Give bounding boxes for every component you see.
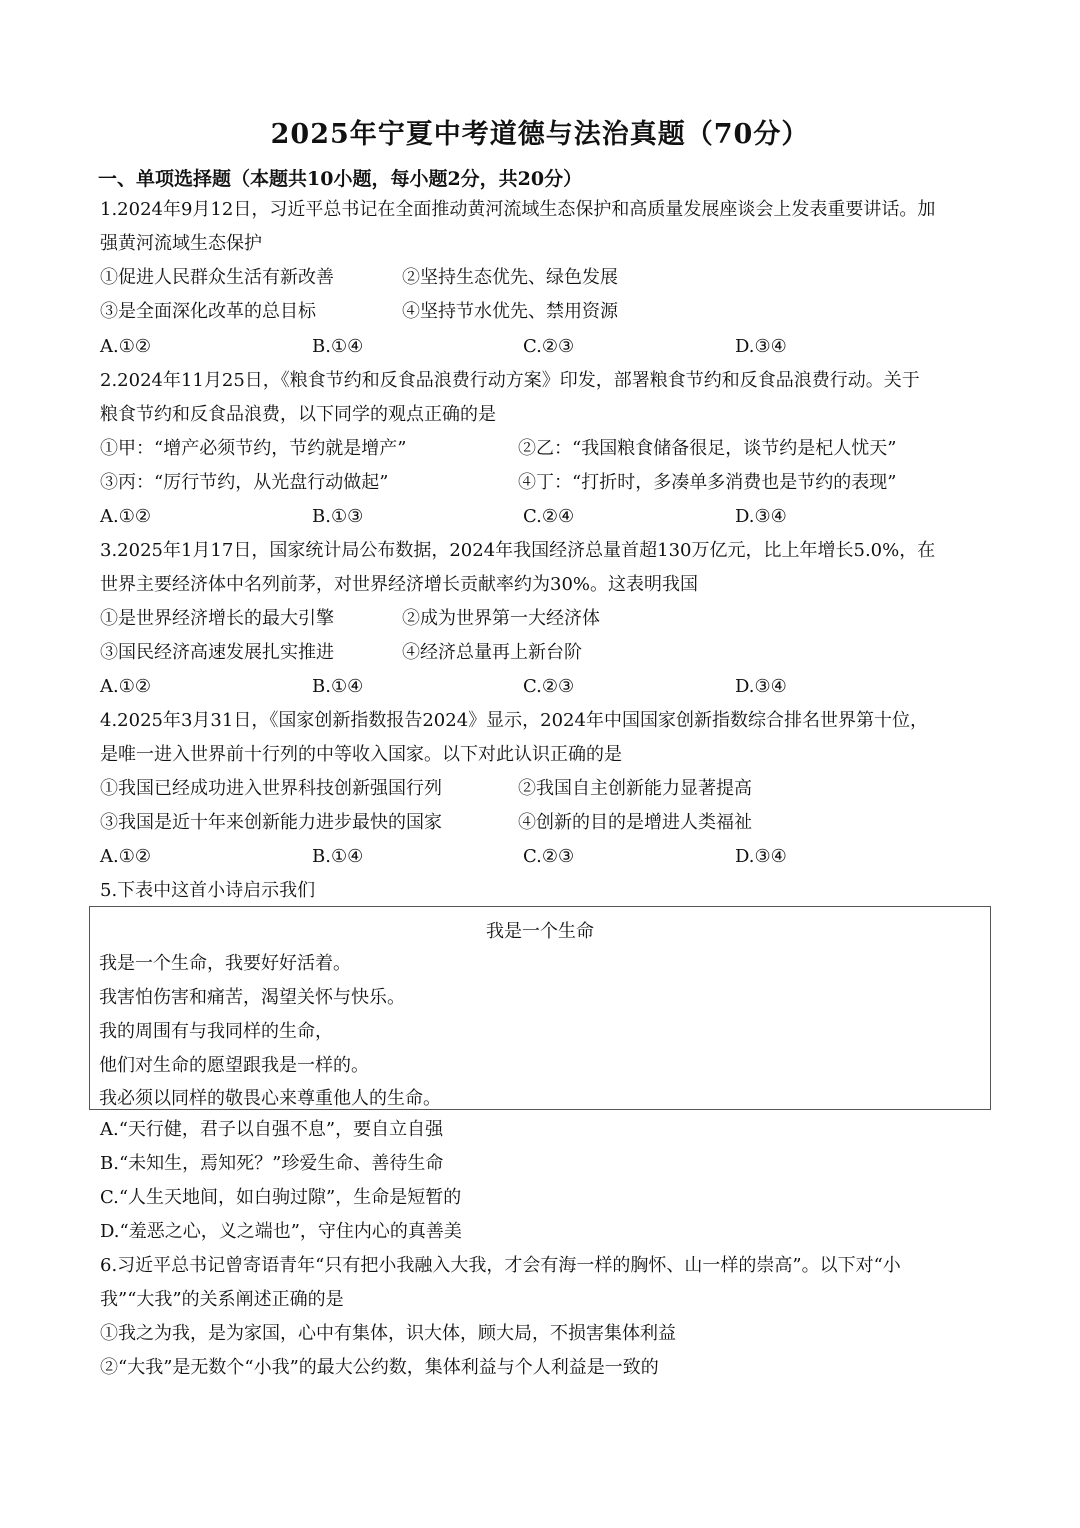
q1-item-3: ③是全面深化改革的总目标: [100, 301, 316, 322]
poem-line: 我的周围有与我同样的生命，: [99, 1021, 333, 1042]
poem-line: 我必须以同样的敬畏心来尊重他人的生命。: [99, 1088, 441, 1109]
q5-choice-b: B.“未知生，焉知死？”珍爱生命、善待生命: [100, 1153, 444, 1174]
q5-choice-c: C.“人生天地间，如白驹过隙”，生命是短暂的: [100, 1187, 462, 1208]
q4-item-1: ①我国已经成功进入世界科技创新强国行列: [100, 778, 442, 799]
q6-item-1: ①我之为我，是为家国，心中有集体，识大体，顾大局，不损害集体利益: [100, 1323, 676, 1344]
poem-line: 他们对生命的愿望跟我是一样的。: [99, 1055, 369, 1076]
q2-item-1: ①甲：“增产必须节约，节约就是增产”: [100, 438, 407, 459]
q4-item-3: ③我国是近十年来创新能力进步最快的国家: [100, 812, 442, 833]
q2-choice-b: B.①③: [312, 506, 364, 527]
q2-stem-line2: 粮食节约和反食品浪费，以下同学的观点正确的是: [100, 404, 496, 425]
q3-choice-a: A.①②: [100, 676, 151, 697]
q4-choice-a: A.①②: [100, 846, 151, 867]
q5-stem: 5.下表中这首小诗启示我们: [100, 880, 316, 901]
q1-stem-line1: 1.2024年9月12日，习近平总书记在全面推动黄河流域生态保护和高质量发展座谈会上发表重要讲话。加: [100, 199, 936, 220]
q4-stem-line2: 是唯一进入世界前十行列的中等收入国家。以下对此认识正确的是: [100, 744, 622, 765]
q2-choice-c: C.②④: [523, 506, 575, 527]
q3-stem-line1: 3.2025年1月17日，国家统计局公布数据，2024年我国经济总量首超130万亿元，比上年增长5.0%，在: [100, 540, 936, 561]
q2-item-3: ③丙：“厉行节约，从光盘行动做起”: [100, 472, 389, 493]
q3-choice-d: D.③④: [735, 676, 787, 697]
poem-line: 我是一个生命，我要好好活着。: [99, 953, 351, 974]
q6-stem-line1: 6.习近平总书记曾寄语青年“只有把小我融入大我，才会有海一样的胸怀、山一样的崇高”。以下对“小: [100, 1255, 901, 1276]
q1-item-1: ①促进人民群众生活有新改善: [100, 267, 334, 288]
q4-item-2: ②我国自主创新能力显著提高: [518, 778, 752, 799]
q2-stem-line1: 2.2024年11月25日，《粮食节约和反食品浪费行动方案》印发，部署粮食节约和反食品浪费行动。关于: [100, 370, 920, 391]
q1-choice-a: A.①②: [100, 336, 151, 357]
q4-choice-d: D.③④: [735, 846, 787, 867]
q5-choice-d: D.“羞恶之心，义之端也”，守住内心的真善美: [100, 1221, 462, 1242]
section-heading: 一、单项选择题（本题共10小题，每小题2分，共20分）: [98, 168, 583, 190]
q3-item-3: ③国民经济高速发展扎实推进: [100, 642, 334, 663]
q1-choice-b: B.①④: [312, 336, 364, 357]
poem-line: 我害怕伤害和痛苦，渴望关怀与快乐。: [99, 987, 405, 1008]
q4-choice-b: B.①④: [312, 846, 364, 867]
q5-choice-a: A.“天行健，君子以自强不息”，要自立自强: [100, 1119, 444, 1140]
poem-box: [89, 906, 991, 1110]
q4-stem-line1: 4.2025年3月31日，《国家创新指数报告2024》显示，2024年中国国家创新指数综合排名世界第十位，: [100, 710, 928, 731]
q4-item-4: ④创新的目的是增进人类福祉: [518, 812, 752, 833]
q2-choice-d: D.③④: [735, 506, 787, 527]
q3-item-1: ①是世界经济增长的最大引擎: [100, 608, 334, 629]
poem-title: 我是一个生命: [486, 921, 594, 942]
q3-item-4: ④经济总量再上新台阶: [402, 642, 582, 663]
q1-stem-line2: 强黄河流域生态保护: [100, 233, 262, 254]
q1-item-4: ④坚持节水优先、禁用资源: [402, 301, 618, 322]
q1-item-2: ②坚持生态优先、绿色发展: [402, 267, 618, 288]
q3-item-2: ②成为世界第一大经济体: [402, 608, 600, 629]
q1-choice-d: D.③④: [735, 336, 787, 357]
q1-choice-c: C.②③: [523, 336, 575, 357]
q6-stem-line2: 我”“大我”的关系阐述正确的是: [100, 1289, 344, 1310]
q3-choice-b: B.①④: [312, 676, 364, 697]
page-title: 2025年宁夏中考道德与法治真题（70分）: [270, 119, 810, 150]
q2-choice-a: A.①②: [100, 506, 151, 527]
q2-item-4: ④丁：“打折时，多凑单多消费也是节约的表现”: [518, 472, 897, 493]
q2-item-2: ②乙：“我国粮食储备很足，谈节约是杞人忧天”: [518, 438, 897, 459]
q3-stem-line2: 世界主要经济体中名列前茅，对世界经济增长贡献率约为30%。这表明我国: [100, 574, 699, 595]
q6-item-2: ②“大我”是无数个“小我”的最大公约数，集体利益与个人利益是一致的: [100, 1357, 659, 1378]
q4-choice-c: C.②③: [523, 846, 575, 867]
q3-choice-c: C.②③: [523, 676, 575, 697]
